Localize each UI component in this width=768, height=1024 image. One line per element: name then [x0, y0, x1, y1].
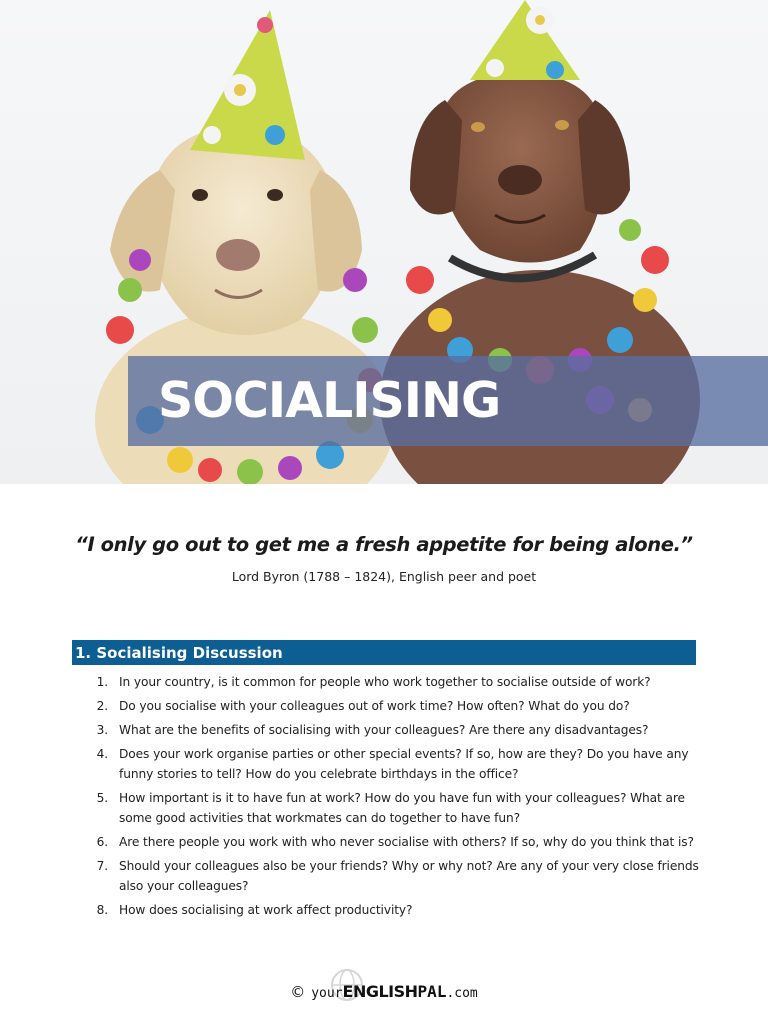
- brand-pal: PAL: [417, 982, 447, 1001]
- footer-brand: [0, 982, 768, 1001]
- question-text: In your country, is it common for people who work together to socialise outside of work?: [119, 675, 651, 689]
- question-text: Does your work organise parties or other special events? If so, how are they? Do you have any funny stories to tell? How do you celebrate birthdays in the office?: [119, 747, 689, 781]
- question-number: 8.: [96, 903, 108, 917]
- question-text: Should your colleagues also be your friends? Why or why not? Are any of your very close friends also your colleagues?: [119, 859, 699, 893]
- question-text: How does socialising at work affect productivity?: [119, 903, 413, 917]
- question-number: 5.: [96, 791, 108, 805]
- discussion-questions: [90, 672, 700, 924]
- question-text: Do you socialise with your colleagues out of work time? How often? What do you do?: [119, 699, 630, 713]
- list-item: [90, 788, 700, 828]
- hero-photo: [0, 0, 768, 484]
- question-number: 6.: [96, 835, 108, 849]
- title-banner: [128, 356, 768, 446]
- list-item: [90, 744, 700, 784]
- question-number: 3.: [96, 723, 108, 737]
- section-header: [72, 640, 696, 665]
- list-item: [90, 720, 700, 740]
- question-text: How important is it to have fun at work? How do you have fun with your colleagues? What are some good activities that workmates can do together to have fun?: [119, 791, 685, 825]
- question-number: 1.: [96, 675, 108, 689]
- brand-your: your: [311, 986, 343, 1001]
- list-item: [90, 696, 700, 716]
- brand-english: ENGLISH: [342, 982, 418, 1001]
- question-text: What are the benefits of socialising with your colleagues? Are there any disadvantages?: [119, 723, 649, 737]
- question-number: 7.: [96, 859, 108, 873]
- list-item: [90, 832, 700, 852]
- section-title: 1. Socialising Discussion: [75, 644, 283, 662]
- quote-attribution: Lord Byron (1788 – 1824), English peer and poet: [231, 569, 537, 584]
- list-item: [90, 856, 700, 896]
- question-number: 2.: [96, 699, 108, 713]
- question-text: Are there people you work with who never socialise with others? If so, why do you think that is?: [119, 835, 694, 849]
- question-number: 4.: [96, 747, 108, 761]
- list-item: [90, 900, 700, 920]
- copyright-symbol: ©: [290, 983, 306, 1001]
- list-item: [90, 672, 700, 692]
- page-title: SOCIALISING: [158, 372, 501, 429]
- brand-domain: .com: [446, 986, 478, 1001]
- quote-text: “I only go out to get me a fresh appetite for being alone.”: [75, 533, 693, 556]
